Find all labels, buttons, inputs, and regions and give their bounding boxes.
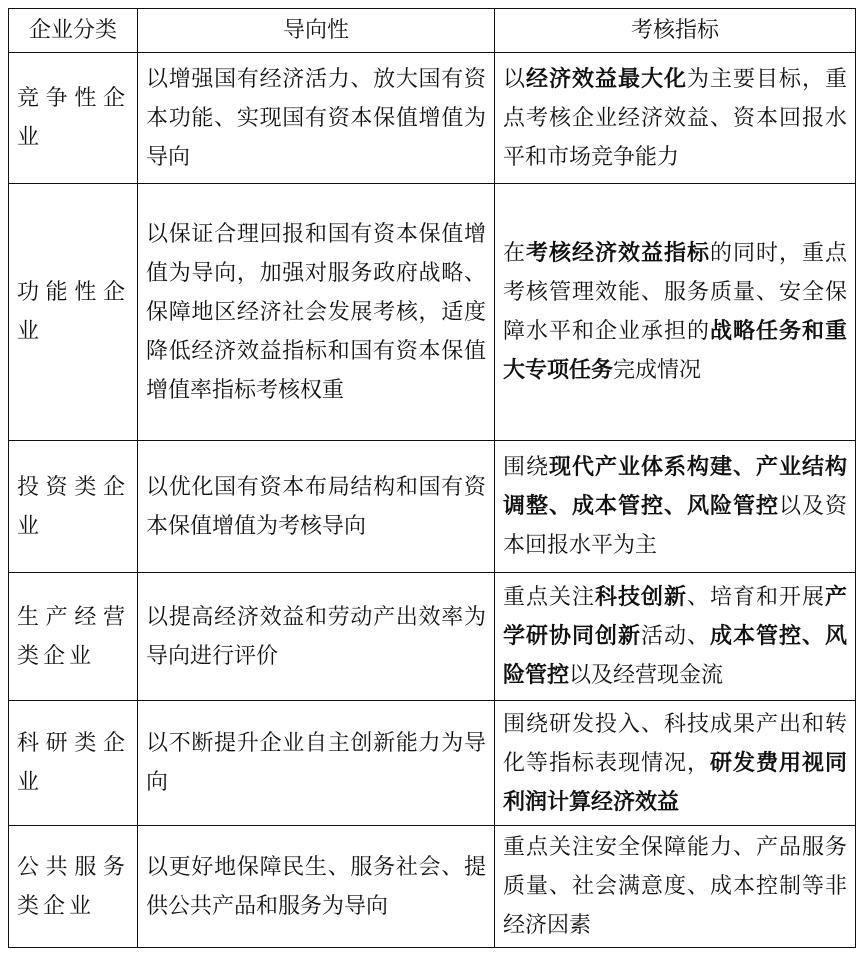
header-orientation: 导向性 <box>138 9 495 53</box>
row-category: 科研类企业 <box>9 701 138 826</box>
indicator-text: 、培育和开展 <box>686 585 825 610</box>
row-category: 投资类企业 <box>9 441 138 573</box>
indicator-text: 以 <box>503 66 526 92</box>
indicator-text: 的同时，重点考核管理效能、服务质量、安全保障水平和企业承担的 <box>503 241 847 344</box>
row-orientation: 以优化国有资本布局结构和国有资本保值增值为考核导向 <box>138 441 495 573</box>
table-row <box>9 53 856 184</box>
row-orientation: 以提高经济效益和劳动产出效率为导向进行评价 <box>138 573 495 701</box>
indicator-emphasis-text: 考核经济效益指标 <box>526 241 710 266</box>
indicator-emphasis-text: 战略任务和重大专项任务 <box>503 319 847 383</box>
indicator-emphasis-text: 现代产业体系构建、产业结构调整、成本管控、风险管控 <box>503 455 847 519</box>
indicator-emphasis-text: 经济效益最大化 <box>526 66 687 92</box>
table-row <box>9 573 856 701</box>
indicator-text: 以及经营现金流 <box>569 663 724 688</box>
indicator-text: 围绕研发投入、科技成果产出和转化等指标表现情况， <box>503 711 847 776</box>
row-orientation: 以保证合理回报和国有资本保值增值为导向，加强对服务政府战略、保障地区经济社会发展考核，适度降低经济效益指标和国有资本保值增值率指标考核权重 <box>138 184 495 441</box>
row-category: 生产经营类企业 <box>9 573 138 701</box>
row-orientation: 以更好地保障民生、服务社会、提供公共产品和服务为导向 <box>138 826 495 948</box>
row-indicators <box>495 573 856 701</box>
row-indicators <box>495 701 856 826</box>
row-indicators <box>495 441 856 573</box>
header-enterprise-category: 企业分类 <box>9 9 138 53</box>
indicator-text: 重点关注 <box>503 585 595 610</box>
row-indicators <box>495 53 856 184</box>
indicator-emphasis-text: 研发费用视同利润计算经济效益 <box>503 750 847 815</box>
indicator-text: 完成情况 <box>613 358 702 383</box>
header-assessment-indicators: 考核指标 <box>495 9 856 53</box>
table-row <box>9 184 856 441</box>
indicator-text: 活动、 <box>640 624 710 649</box>
enterprise-evaluation-table <box>8 8 856 948</box>
row-category: 公共服务类企业 <box>9 826 138 948</box>
table-row <box>9 701 856 826</box>
row-indicators <box>495 826 856 948</box>
indicator-text: 围绕 <box>503 455 549 480</box>
table-row <box>9 826 856 948</box>
row-category: 功能性企业 <box>9 184 138 441</box>
indicator-emphasis-text: 成本管控、风险管控 <box>503 624 847 688</box>
indicator-emphasis-text: 产学研协同创新 <box>503 585 847 649</box>
indicator-emphasis-text: 科技创新 <box>594 585 687 610</box>
indicator-text: 为主要目标，重点考核企业经济效益、资本回报水平和市场竞争能力 <box>503 66 847 170</box>
row-category: 竞争性企业 <box>9 53 138 184</box>
indicator-text: 在 <box>503 241 526 266</box>
row-orientation: 以增强国有经济活力、放大国有资本功能、实现国有资本保值增值为导向 <box>138 53 495 184</box>
table-header-row <box>9 9 856 53</box>
row-orientation: 以不断提升企业自主创新能力为导向 <box>138 701 495 826</box>
table-row <box>9 441 856 573</box>
indicator-text: 以及资本回报水平为主 <box>503 494 847 558</box>
indicator-text: 重点关注安全保障能力、产品服务质量、社会满意度、成本控制等非经济因素 <box>503 835 847 938</box>
row-indicators <box>495 184 856 441</box>
